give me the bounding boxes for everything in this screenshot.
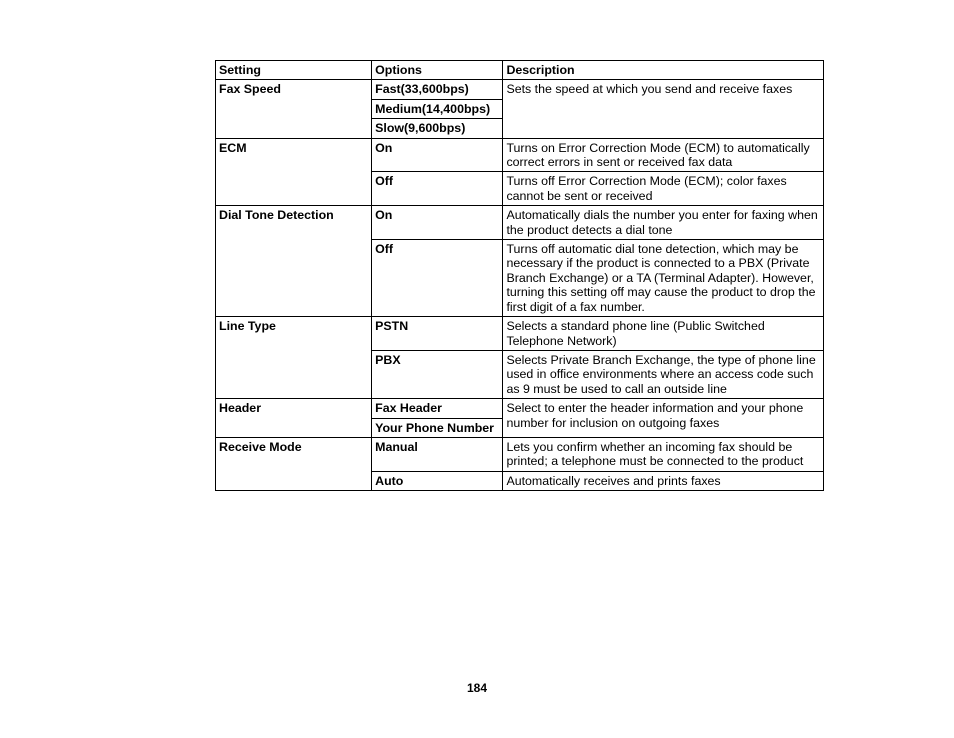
- table-row: [216, 317, 824, 351]
- option-dial-tone-on: On: [372, 206, 503, 240]
- header-options: Options: [372, 61, 503, 80]
- table-row: [216, 399, 824, 418]
- option-ecm-off: Off: [372, 172, 503, 206]
- option-ecm-on: On: [372, 138, 503, 172]
- option-pstn: PSTN: [372, 317, 503, 351]
- description-header: Select to enter the header information and your phone number for inclusion on outgoing faxes: [503, 399, 824, 438]
- setting-fax-speed: Fax Speed: [216, 80, 372, 138]
- option-dial-tone-off: Off: [372, 240, 503, 317]
- description-ecm-on: Turns on Error Correction Mode (ECM) to automatically correct errors in sent or received fax data: [503, 138, 824, 172]
- description-pstn: Selects a standard phone line (Public Switched Telephone Network): [503, 317, 824, 351]
- header-setting: Setting: [216, 61, 372, 80]
- option-auto: Auto: [372, 471, 503, 490]
- table-row: [216, 80, 824, 99]
- table-row: [216, 206, 824, 240]
- option-slow: Slow(9,600bps): [372, 119, 503, 138]
- description-ecm-off: Turns off Error Correction Mode (ECM); color faxes cannot be sent or received: [503, 172, 824, 206]
- description-dial-tone-off: Turns off automatic dial tone detection, which may be necessary if the product is connected to a PBX (Private Branch Exchange) or a TA (Terminal Adapter). However, turning this setting off may cause the product to drop the first digit of a fax number.: [503, 240, 824, 317]
- setting-header: Header: [216, 399, 372, 438]
- table-header-row: [216, 61, 824, 80]
- option-fast: Fast(33,600bps): [372, 80, 503, 99]
- header-description: Description: [503, 61, 824, 80]
- description-pbx: Selects Private Branch Exchange, the type of phone line used in office environments where an access code such as 9 must be used to call an outside line: [503, 350, 824, 398]
- setting-line-type: Line Type: [216, 317, 372, 399]
- page-number: 184: [466, 681, 488, 695]
- option-medium: Medium(14,400bps): [372, 99, 503, 118]
- description-dial-tone-on: Automatically dials the number you enter for faxing when the product detects a dial tone: [503, 206, 824, 240]
- option-pbx: PBX: [372, 350, 503, 398]
- option-manual: Manual: [372, 437, 503, 471]
- option-your-phone-number: Your Phone Number: [372, 418, 503, 437]
- option-fax-header: Fax Header: [372, 399, 503, 418]
- setting-receive-mode: Receive Mode: [216, 437, 372, 490]
- table-row: [216, 138, 824, 172]
- setting-dial-tone-detection: Dial Tone Detection: [216, 206, 372, 317]
- fax-settings-table: [215, 60, 824, 491]
- description-manual: Lets you confirm whether an incoming fax should be printed; a telephone must be connected to the product: [503, 437, 824, 471]
- setting-ecm: ECM: [216, 138, 372, 206]
- description-fax-speed: Sets the speed at which you send and receive faxes: [503, 80, 824, 138]
- description-auto: Automatically receives and prints faxes: [503, 471, 824, 490]
- table-row: [216, 437, 824, 471]
